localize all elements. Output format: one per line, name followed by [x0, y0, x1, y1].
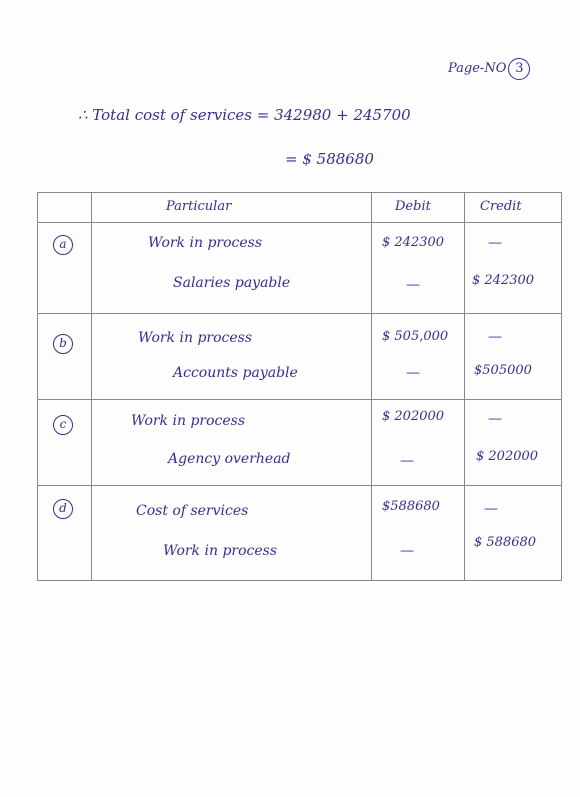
page-number-circle: 3	[508, 58, 530, 80]
column-divider	[91, 193, 92, 580]
credit-amount: $ 202000	[476, 449, 539, 464]
entry-letter: c	[53, 415, 73, 435]
debit-amount: $ 202000	[382, 409, 445, 424]
column-divider	[371, 193, 372, 580]
debit-dash: —	[406, 365, 420, 381]
credit-amount: $ 588680	[474, 535, 537, 550]
entry-letter: d	[53, 499, 73, 519]
header-particular: Particular	[166, 199, 232, 214]
debit-dash: —	[400, 453, 414, 469]
credit-account: Accounts payable	[173, 365, 298, 381]
debit-dash: —	[400, 543, 414, 559]
debit-account: Work in process	[138, 330, 253, 346]
credit-dash: —	[488, 235, 502, 251]
credit-account: Work in process	[163, 543, 278, 559]
total-cost-line: ∴ Total cost of services = 342980 + 245700	[78, 106, 411, 124]
row-divider	[38, 222, 561, 223]
page-number-label: Page-NO	[448, 61, 507, 76]
debit-amount: $ 505,000	[382, 329, 449, 344]
row-divider	[38, 313, 561, 314]
header-credit: Credit	[480, 199, 522, 214]
total-cost-result: = $ 588680	[285, 150, 374, 168]
entry-letter: b	[53, 334, 73, 354]
credit-dash: —	[488, 329, 502, 345]
debit-account: Cost of services	[136, 503, 249, 519]
row-divider	[38, 399, 561, 400]
row-divider	[38, 485, 561, 486]
debit-amount: $588680	[382, 499, 440, 514]
journal-entry-table	[37, 192, 562, 581]
credit-amount: $ 242300	[472, 273, 535, 288]
credit-account: Salaries payable	[173, 275, 291, 291]
credit-dash: —	[488, 411, 502, 427]
debit-amount: $ 242300	[382, 235, 445, 250]
debit-dash: —	[406, 277, 420, 293]
debit-account: Work in process	[148, 235, 263, 251]
column-divider	[464, 193, 465, 580]
credit-amount: $505000	[474, 363, 532, 378]
page-number	[448, 58, 530, 80]
entry-letter: a	[53, 235, 73, 255]
debit-account: Work in process	[131, 413, 246, 429]
credit-dash: —	[484, 501, 498, 517]
credit-account: Agency overhead	[168, 451, 291, 467]
header-debit: Debit	[395, 199, 431, 214]
